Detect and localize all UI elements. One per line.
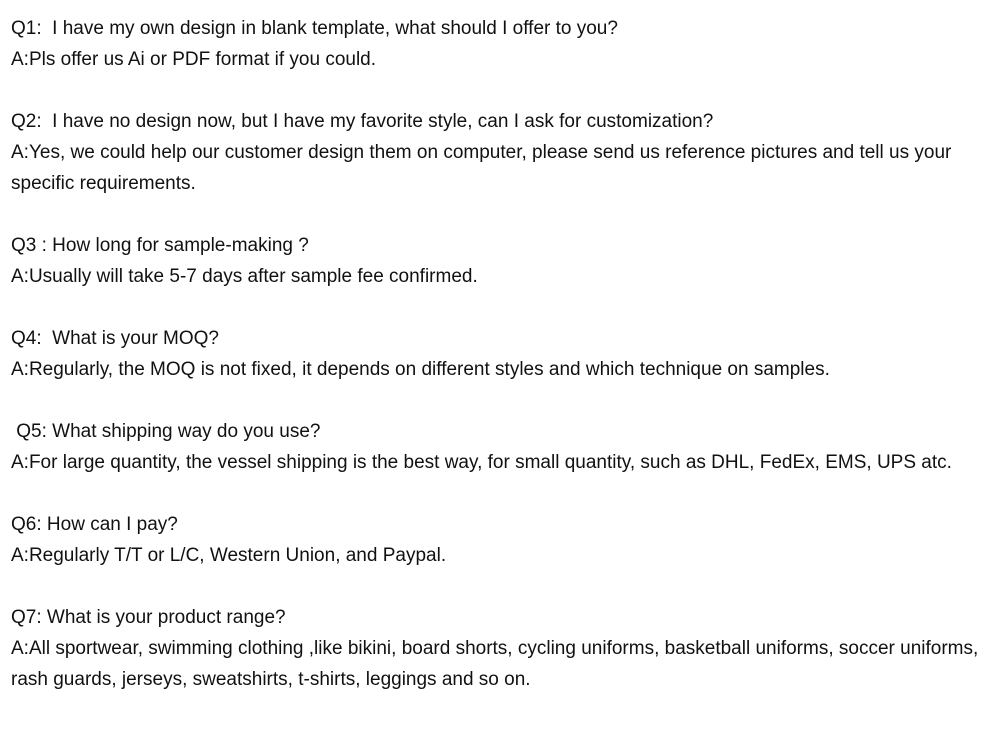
faq-item-q6 bbox=[11, 509, 981, 571]
answer-text: A:Usually will take 5-7 days after sample fee confirmed. bbox=[11, 266, 478, 287]
question-text: Q7: What is your product range? bbox=[11, 607, 286, 628]
faq-item-q7 bbox=[11, 602, 984, 695]
question-text: Q1: I have my own design in blank template, what should I offer to you? bbox=[11, 18, 618, 39]
faq-list bbox=[11, 13, 984, 695]
faq-item-q4 bbox=[11, 323, 981, 385]
faq-item-q5 bbox=[11, 416, 981, 478]
answer-text: A:Yes, we could help our customer design them on computer, please send us reference pictures and tell us your specific requirements. bbox=[11, 142, 957, 194]
answer-text: A:Regularly T/T or L/C, Western Union, and Paypal. bbox=[11, 545, 447, 566]
answer-text: A:All sportwear, swimming clothing ,like bikini, board shorts, cycling uniforms, basketball uniforms, soccer uniforms, rash guards, jerseys, sweatshirts, t-shirts, leggings and so on. bbox=[11, 638, 984, 690]
question-text: Q3 : How long for sample-making ? bbox=[11, 235, 309, 256]
question-text: Q2: I have no design now, but I have my favorite style, can I ask for customization? bbox=[11, 111, 714, 132]
answer-text: A:Regularly, the MOQ is not fixed, it depends on different styles and which technique on samples. bbox=[11, 359, 830, 380]
faq-item-q1 bbox=[11, 13, 981, 75]
answer-text: A:Pls offer us Ai or PDF format if you could. bbox=[11, 49, 377, 70]
faq-item-q3 bbox=[11, 230, 981, 292]
question-text: Q6: How can I pay? bbox=[11, 514, 178, 535]
question-text: Q4: What is your MOQ? bbox=[11, 328, 219, 349]
question-text: Q5: What shipping way do you use? bbox=[11, 421, 321, 442]
answer-text: A:For large quantity, the vessel shipping is the best way, for small quantity, such as DHL, FedEx, EMS, UPS atc. bbox=[11, 452, 952, 473]
faq-item-q2 bbox=[11, 106, 981, 199]
